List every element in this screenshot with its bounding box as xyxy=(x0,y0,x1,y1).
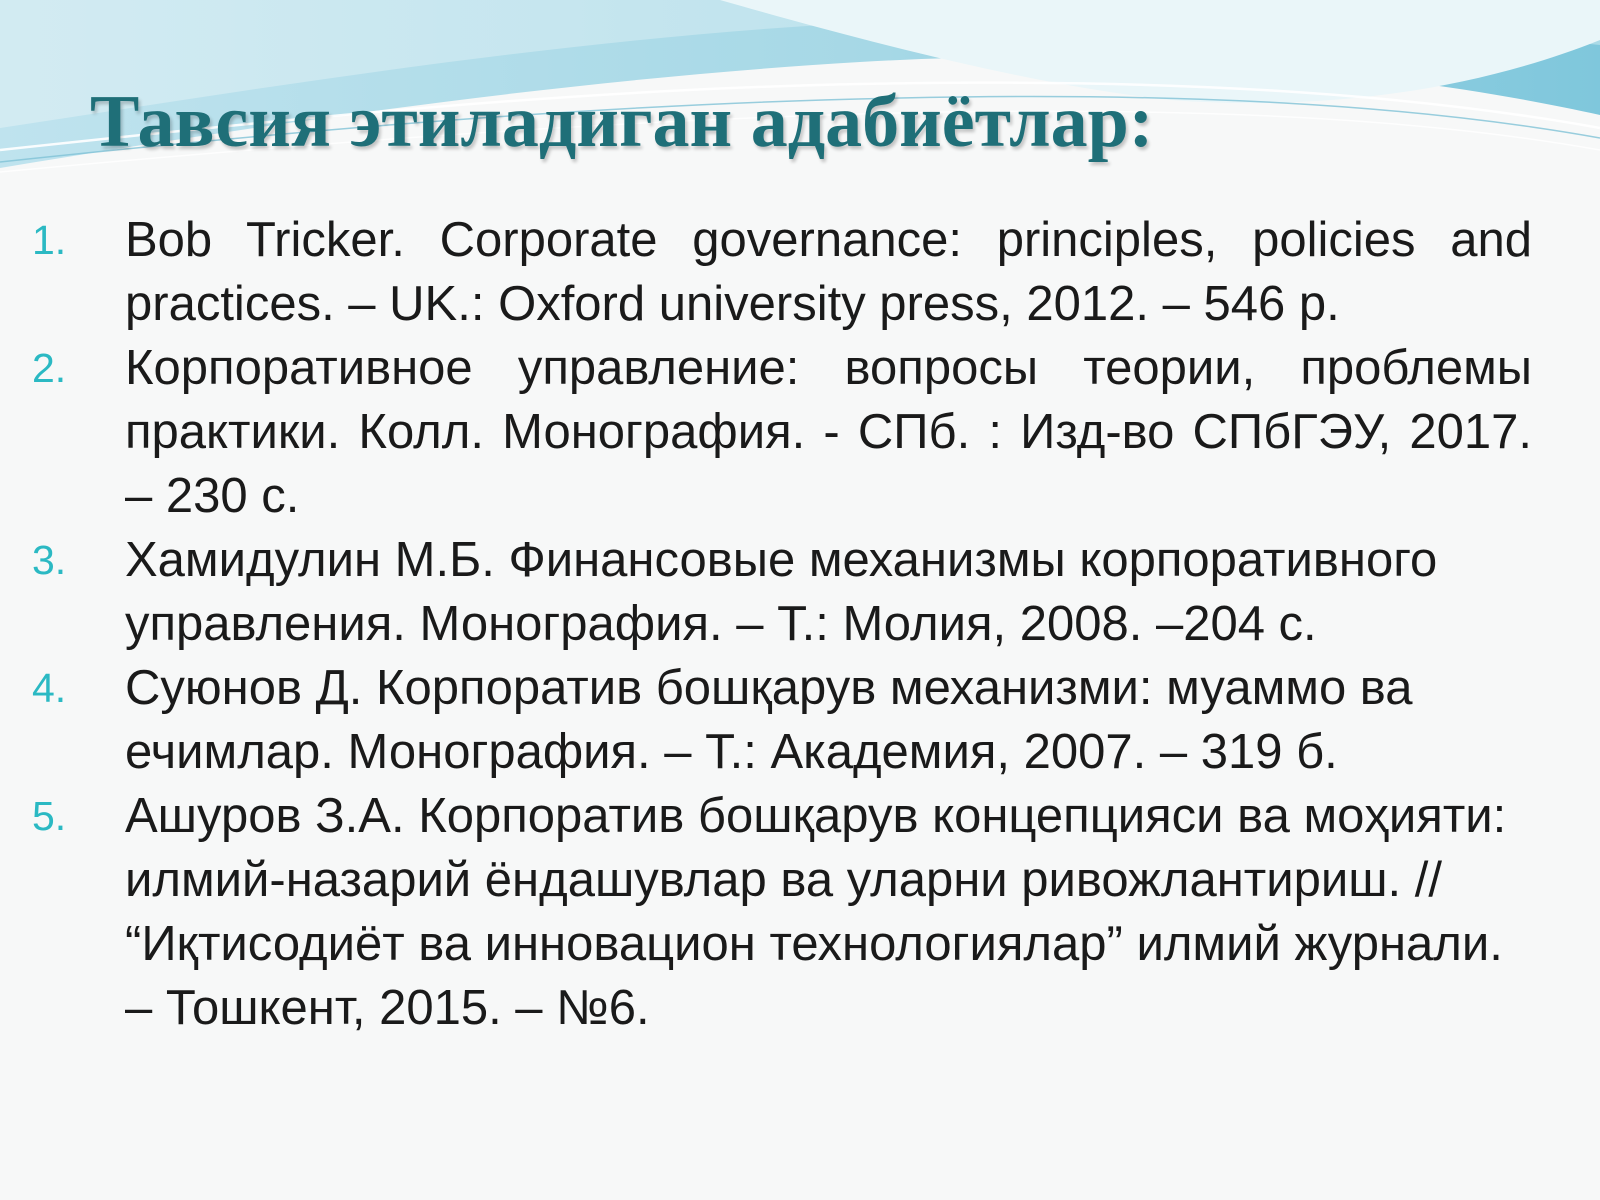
reference-text: Bob Tricker. Corporate governance: principles, policies and practices. – UK.: Oxford university press, 2012. – 546 p. xyxy=(125,213,1532,331)
reference-number: 1. xyxy=(32,217,67,263)
reference-number: 2. xyxy=(32,345,67,391)
reference-text: Ашуров З.А. Корпоратив бошқарув концепцияси ва моҳияти: илмий-назарий ёндашувлар ва уларни ривожлантириш. // “Иқтисодиёт ва инновацион технологиялар” илмий журнали. – Тошкент, 2015. – №6. xyxy=(125,789,1507,1035)
reference-text: Хамидулин М.Б. Финансовые механизмы корпоративного управления. Монография. – Т.: Молия, 2008. –204 с. xyxy=(125,533,1438,651)
slide-title: Тавсия этиладиган адабиётлар: xyxy=(90,81,1154,163)
reference-item-2 xyxy=(32,336,1532,528)
reference-item-3 xyxy=(32,528,1532,656)
reference-list xyxy=(32,208,1532,1040)
reference-number: 3. xyxy=(32,537,67,583)
reference-text: Суюнов Д. Корпоратив бошқарув механизми: муаммо ва ечимлар. Монография. – Т.: Академия, 2007. – 319 б. xyxy=(125,661,1413,779)
reference-text: Корпоративное управление: вопросы теории, проблемы практики. Колл. Монография. - СПб. : Изд-во СПбГЭУ, 2017. – 230 с. xyxy=(125,341,1532,523)
reference-number: 5. xyxy=(32,793,67,839)
reference-number: 4. xyxy=(32,665,67,711)
reference-item-4 xyxy=(32,656,1532,784)
reference-item-5 xyxy=(32,784,1532,1040)
reference-item-1 xyxy=(32,208,1532,336)
